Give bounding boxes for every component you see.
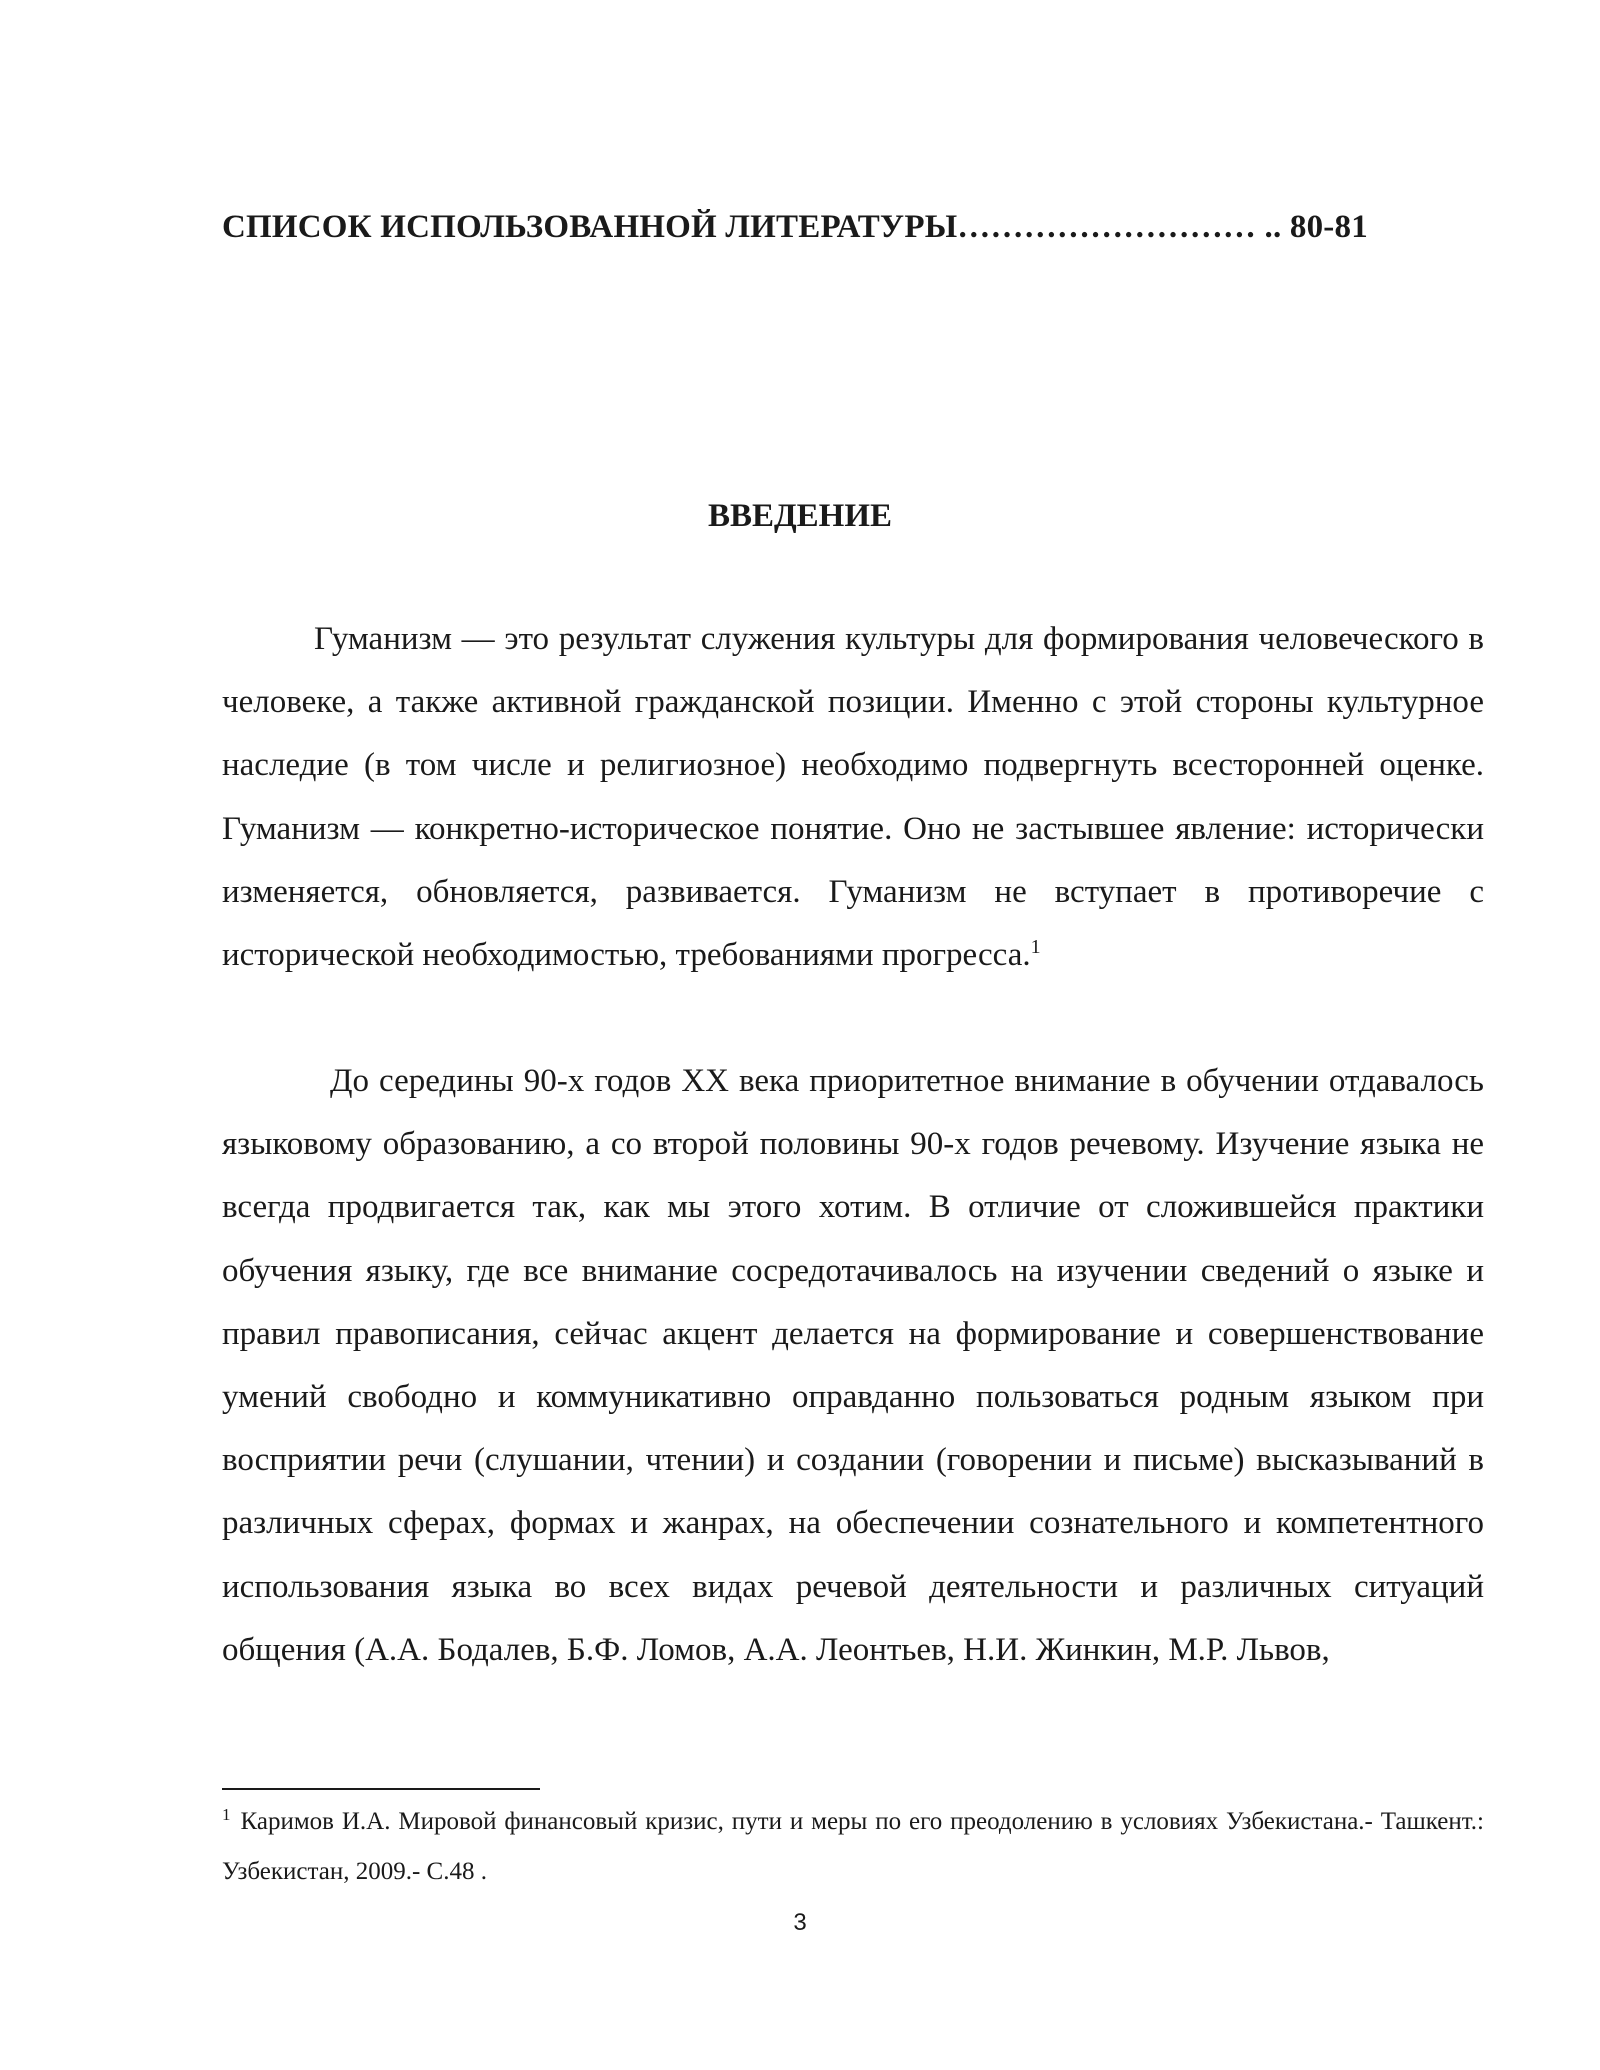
footnote-separator [222, 1788, 540, 1790]
paragraph-1-text: Гуманизм — это результат служения культуры для формирования человеческого в человеке, а также активной гражданской позиции. Именно с этой стороны культурное наследие (в том числе и религиозное) необходимо подвергнуть всесторонней оценке. Гуманизм — конкретно-историческое понятие. Оно не застывшее явление: исторически изменяется, обновляется, развивается. Гуманизм не вступает в противоречие с исторической необходимостью, требованиями прогресса. [222, 621, 1484, 974]
footnote [222, 1797, 1484, 1897]
body-paragraph-1 [222, 608, 1484, 987]
footnote-mark: 1 [222, 1804, 231, 1824]
footnote-reference: 1 [1030, 936, 1041, 959]
section-heading: ВВЕДЕНИЕ [707, 498, 893, 534]
page-number: 3 [793, 1909, 807, 1936]
toc-entry-bibliography: СПИСОК ИСПОЛЬЗОВАННОЙ ЛИТЕРАТУРЫ……………………… .. 80-81 [222, 209, 1368, 245]
body-paragraph-2: До середины 90-х годов XX века приоритетное внимание в обучении отдавалось языковому образованию, а со второй половины 90-х годов речевому. Изучение языка не всегда продвигается так, как мы этого хотим. В отличие от сложившейся практики обучения языку, где все внимание сосредотачивалось на изучении сведений о языке и правил правописания, сейчас акцент делается на формирование и совершенствование умений свободно и коммуникативно оправданно пользоваться родным языком при восприятии речи (слушании, чтении) и создании (говорении и письме) высказываний в различных сферах, формах и жанрах, на обеспечении сознательного и компетентного использования языка во всех видах речевой деятельности и различных ситуаций общения (А.А. Бодалев, Б.Ф. Ломов, А.А. Леонтьев, Н.И. Жинкин, М.Р. Львов, [222, 1063, 1484, 1668]
footnote-text: Каримов И.А. Мировой финансовый кризис, пути и меры по его преодолению в условиях Узбекистана.- Ташкент.: Узбекистан, 2009.- С.48 . [222, 1808, 1484, 1885]
